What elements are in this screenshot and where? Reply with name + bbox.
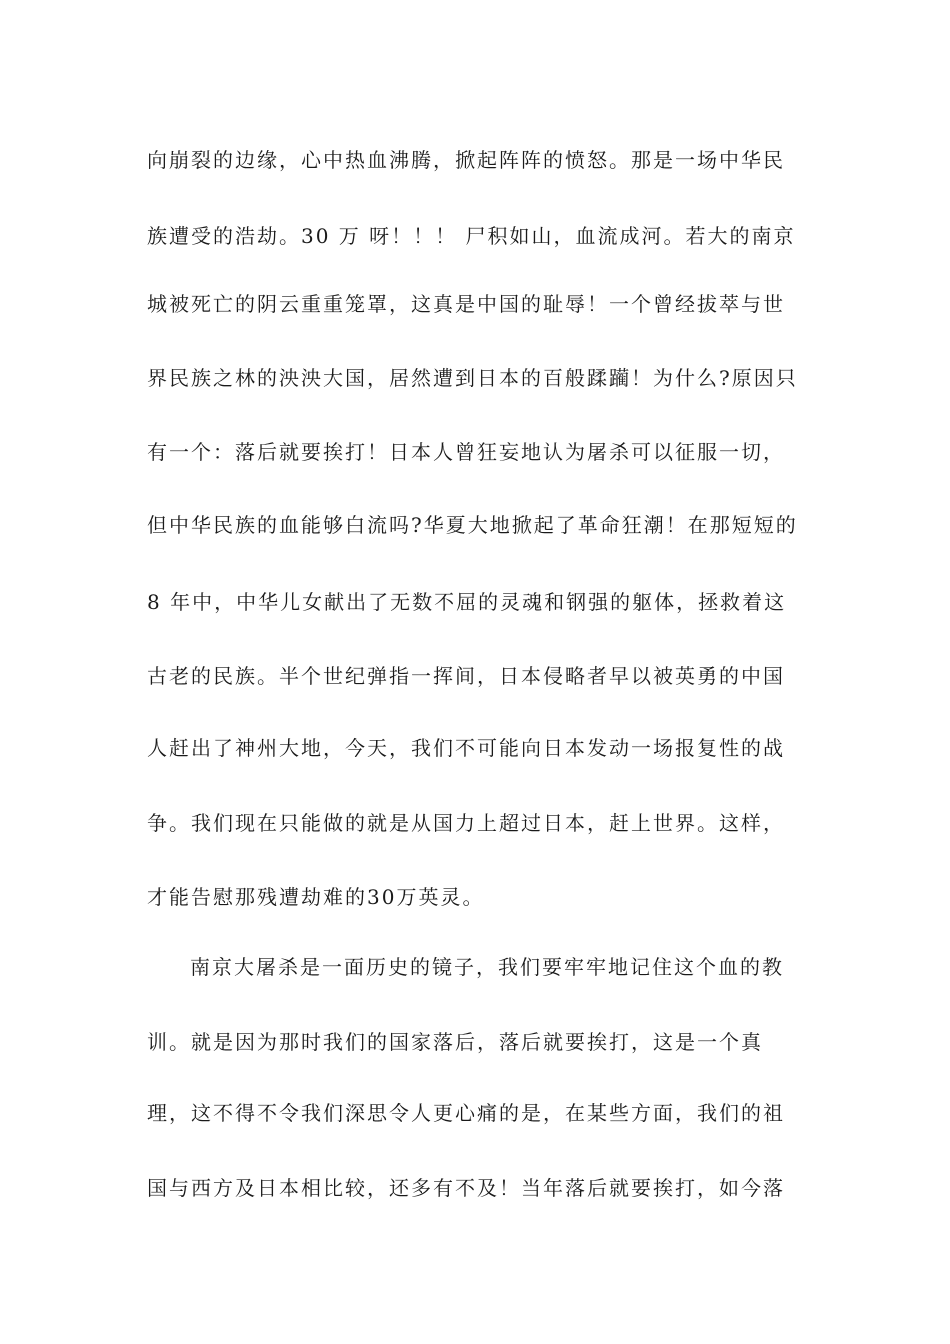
text-line: 理，这不得不令我们深思令人更心痛的是，在某些方面，我们的祖	[147, 1101, 785, 1125]
paragraph-first-line: 南京大屠杀是一面历史的镜子，我们要牢牢地记住这个血的教	[190, 955, 784, 979]
text-line: 8 年中，中华儿女献出了无数不屈的灵魂和钢强的躯体，拯救着这	[147, 590, 787, 614]
text-line: 族遭受的浩劫。30 万 呀！！！ 尸积如山，血流成河。若大的南京	[147, 224, 796, 248]
text-line: 有一个：落后就要挨打！日本人曾狂妄地认为屠杀可以征服一切，	[147, 440, 785, 464]
text-line: 争。我们现在只能做的就是从国力上超过日本，赶上世界。这样，	[147, 811, 785, 835]
text-line: 人赶出了神州大地，今天，我们不可能向日本发动一场报复性的战	[147, 736, 785, 760]
text-line: 国与西方及日本相比较，还多有不及！当年落后就要挨打，如今落	[147, 1176, 785, 1200]
text-line: 但中华民族的血能够白流吗?华夏大地掀起了革命狂潮！在那短短的	[147, 513, 798, 537]
text-line: 才能告慰那残遭劫难的30万英灵。	[147, 885, 485, 909]
text-line: 城被死亡的阴云重重笼罩，这真是中国的耻辱！一个曾经拔萃与世	[147, 292, 785, 316]
text-line: 向崩裂的边缘，心中热血沸腾，掀起阵阵的愤怒。那是一场中华民	[147, 148, 785, 172]
text-line: 训。就是因为那时我们的国家落后，落后就要挨打，这是一个真	[147, 1030, 763, 1054]
text-line: 古老的民族。半个世纪弹指一挥间，日本侵略者早以被英勇的中国	[147, 664, 785, 688]
text-line: 界民族之林的泱泱大国，居然遭到日本的百般蹂躏！为什么?原因只	[147, 366, 798, 390]
